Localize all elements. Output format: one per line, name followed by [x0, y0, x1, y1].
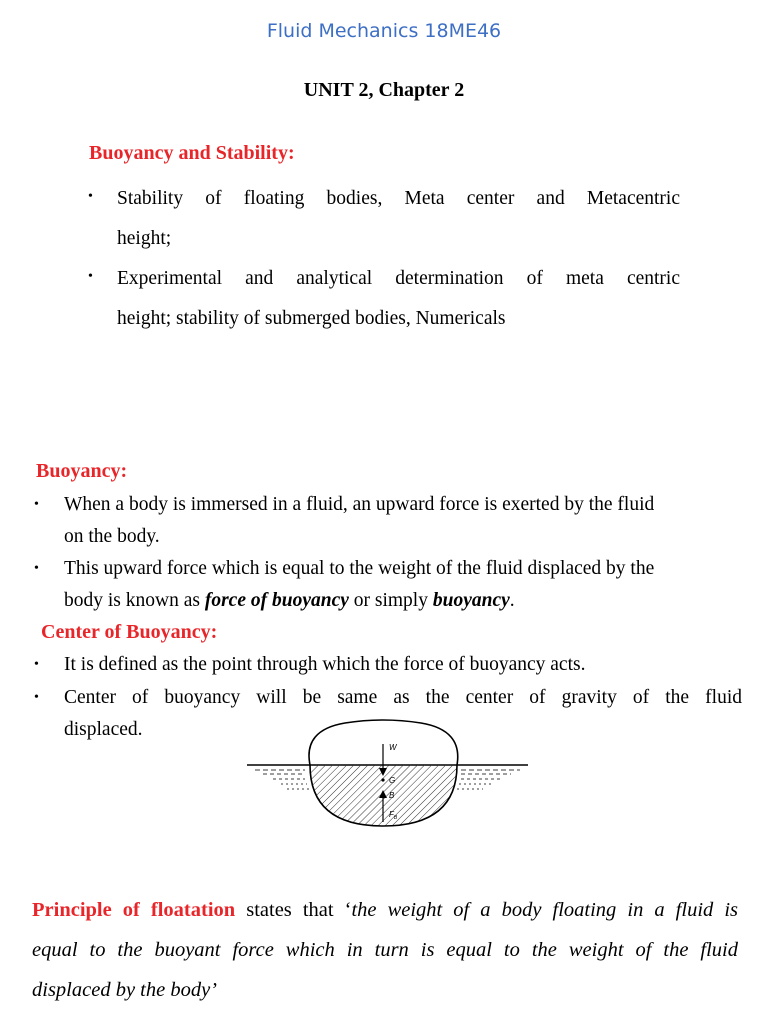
buoyancy-item-1-line2: on the body.: [64, 526, 160, 547]
label-w: W: [389, 743, 397, 752]
bullet-icon: •: [88, 269, 93, 284]
principle-line2: equal to the buoyant force which in turn is equal to the weight of the fluid: [32, 939, 738, 961]
syllabus-item-2: [88, 263, 680, 335]
label-g: G: [389, 776, 396, 785]
principle-line1: Principle of floatation states that ‘the weight of a body floating in a fluid is: [32, 899, 738, 921]
force-of-buoyancy-term: force of buoyancy: [204, 590, 349, 611]
cob-item-1-text: It is defined as the point through which the force of buoyancy acts.: [64, 654, 586, 675]
label-fb: $F_B$: [389, 810, 398, 821]
bullet-icon: •: [34, 690, 39, 705]
cob-item-2-line1: Center of buoyancy will be same as the center of gravity of the fluid: [64, 687, 742, 708]
center-of-gravity-point: [381, 778, 384, 781]
bullet-icon: •: [88, 189, 93, 204]
syllabus-item-1: [88, 183, 680, 255]
bullet-icon: •: [34, 657, 39, 672]
principle-line3: displaced by the body’: [32, 979, 218, 1001]
cob-item-2-line2: displaced.: [64, 719, 143, 740]
buoyancy-item-1: [34, 489, 742, 553]
buoyancy-term: buoyancy: [432, 590, 510, 611]
syllabus-heading: Buoyancy and Stability:: [89, 142, 295, 164]
bullet-icon: •: [34, 497, 39, 512]
buoyancy-heading: Buoyancy:: [36, 460, 128, 482]
syllabus-item-1-line2: height;: [117, 228, 172, 249]
syllabus-item-2-line2: height; stability of submerged bodies, Numericals: [117, 308, 506, 329]
unit-title: UNIT 2, Chapter 2: [303, 79, 465, 101]
label-b: B: [389, 791, 395, 800]
buoyancy-diagram: [245, 718, 530, 840]
bullet-icon: •: [34, 561, 39, 576]
principle-paragraph: [32, 890, 738, 1010]
buoyancy-item-2-line1: This upward force which is equal to the weight of the fluid displaced by the: [64, 558, 655, 579]
buoyancy-item-2: [34, 553, 742, 617]
center-of-buoyancy-heading: Center of Buoyancy:: [41, 621, 218, 643]
cob-item-1: [34, 649, 742, 681]
principle-term: Principle of floatation: [32, 899, 236, 921]
course-title: Fluid Mechanics 18ME46: [266, 20, 502, 42]
buoyancy-item-1-line1: When a body is immersed in a fluid, an upward force is exerted by the fluid: [64, 494, 655, 515]
buoyancy-item-2-line2: body is known as force of buoyancy or simply buoyancy.: [64, 590, 515, 611]
syllabus-item-1-line1: Stability of floating bodies, Meta center and Metacentric: [117, 188, 680, 209]
syllabus-item-2-line1: Experimental and analytical determination of meta centric: [117, 268, 680, 289]
